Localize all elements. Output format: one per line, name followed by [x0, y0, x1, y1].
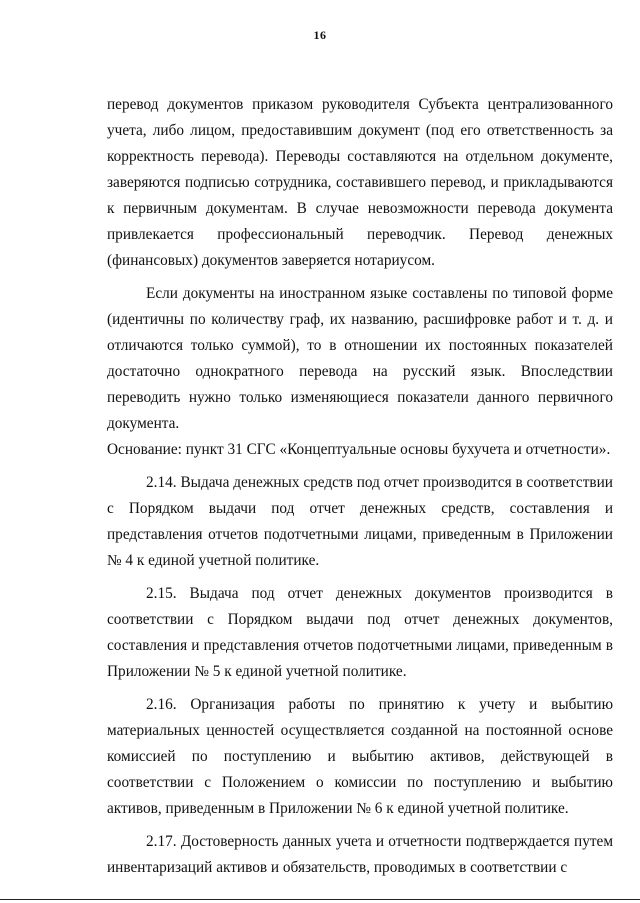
paragraph-basis-reference: Основание: пункт 31 СГС «Концептуальные основы бухучета и отчетности». [107, 441, 611, 458]
paragraph-foreign-standard-forms: Если документы на иностранном языке составлены по типовой форме (идентичны по количеству граф, их названию, расшифровке работ и т. д. и отличаются только суммой), то в отношении их постоянных показателей достаточно однократного перевода на русский язык. Впоследствии переводить нужно только изменяющиеся показатели данного первичного документа. [107, 285, 613, 432]
paragraph-2-14: 2.14. Выдача денежных средств под отчет производится в соответствии с Порядком выдачи под отчет денежных средств, составления и представления отчетов подотчетными лицами, приведенным в Приложении № 4 к единой учетной политике. [107, 474, 613, 569]
page-number: 16 [313, 28, 327, 42]
page-bottom-rule [0, 899, 640, 900]
paragraph-2-15: 2.15. Выдача под отчет денежных документов производится в соответствии с Порядком выдачи под отчет денежных документов, составления и представления отчетов подотчетными лицами, приведенным в Приложении № 5 к единой учетной политике. [107, 585, 613, 680]
document-body [107, 92, 613, 881]
paragraph-2-16: 2.16. Организация работы по принятию к учету и выбытию материальных ценностей осуществляется созданной на постоянной основе комиссией по поступлению и выбытию активов, действующей в соответствии с Положением о комиссии по поступлению и выбытию активов, приведенным в Приложении № 6 к единой учетной политике. [107, 696, 613, 817]
paragraph-2-17: 2.17. Достоверность данных учета и отчетности подтверждается путем инвентаризаций активов и обязательств, проводимых в соответствии с [107, 833, 613, 876]
paragraph-translation-continued: перевод документов приказом руководителя Субъекта централизованного учета, либо лицом, предоставившим документ (под его ответственность за корректность перевода). Переводы составляются на отдельном документе, заверяются подписью сотрудника, составившего перевод, и прикладываются к первичным документам. В случае невозможности перевода документа привлекается профессиональный переводчик. Перевод денежных (финансовых) документов заверяется нотариусом. [107, 96, 613, 269]
